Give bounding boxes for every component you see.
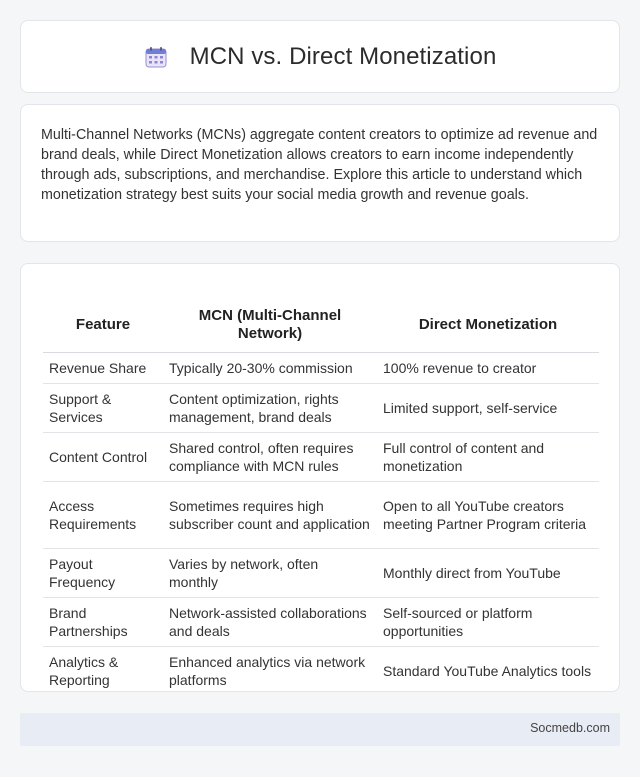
direct-cell: Standard YouTube Analytics tools: [383, 662, 592, 679]
feature-cell: Support & Services: [43, 383, 163, 432]
footer: [20, 713, 620, 746]
header-mcn: MCN (Multi-Channel Network): [163, 288, 377, 352]
table-row: [43, 597, 599, 646]
mcn-cell: Sometimes requires high subscriber count and application: [163, 481, 377, 548]
page-title: MCN vs. Direct Monetization: [189, 42, 497, 70]
calendar-icon: [144, 45, 168, 69]
feature-cell: Brand Partnerships: [43, 597, 163, 646]
footer-site-link[interactable]: Socmedb.com: [530, 721, 610, 735]
table-row: [43, 432, 599, 481]
mcn-cell: Shared control, often requires compliance with MCN rules: [163, 432, 377, 481]
mcn-cell: Content optimization, rights management, brand deals: [163, 383, 377, 432]
table-row: [43, 548, 599, 597]
table-row: [43, 646, 599, 695]
feature-cell: Payout Frequency: [43, 548, 163, 597]
table-row: [43, 352, 599, 383]
mcn-cell: Enhanced analytics via network platforms: [169, 653, 366, 688]
feature-cell: Analytics & Reporting: [49, 653, 119, 688]
intro-text: Multi-Channel Networks (MCNs) aggregate content creators to optimize ad revenue and brand deals, while Direct Monetization allows creators to earn income independently through ads, subscriptions, and merchandise. Explore this article to understand which monetization strategy best suits your social media growth and revenue goals.: [41, 127, 598, 203]
feature-cell: Revenue Share: [43, 352, 163, 383]
header-direct: Direct Monetization: [377, 288, 599, 352]
direct-cell: Monthly direct from YouTube: [377, 548, 599, 597]
title-card: [20, 20, 620, 93]
mcn-cell: Varies by network, often monthly: [163, 548, 377, 597]
direct-cell: 100% revenue to creator: [377, 352, 599, 383]
feature-cell: Access Requirements: [43, 481, 163, 548]
direct-cell: Full control of content and monetization: [377, 432, 599, 481]
intro-card: [20, 104, 620, 242]
feature-cell: Content Control: [43, 432, 163, 481]
table-row: [43, 481, 599, 548]
direct-cell: Limited support, self-service: [377, 383, 599, 432]
comparison-card: [20, 263, 620, 692]
direct-cell: Self-sourced or platform opportunities: [377, 597, 599, 646]
direct-cell: Open to all YouTube creators meeting Partner Program criteria: [377, 481, 599, 548]
mcn-cell: Network-assisted collaborations and deals: [163, 597, 377, 646]
table-header-row: [43, 288, 599, 352]
header-feature: Feature: [43, 288, 163, 352]
mcn-cell: Typically 20-30% commission: [163, 352, 377, 383]
comparison-table: [43, 288, 599, 695]
table-row: [43, 383, 599, 432]
